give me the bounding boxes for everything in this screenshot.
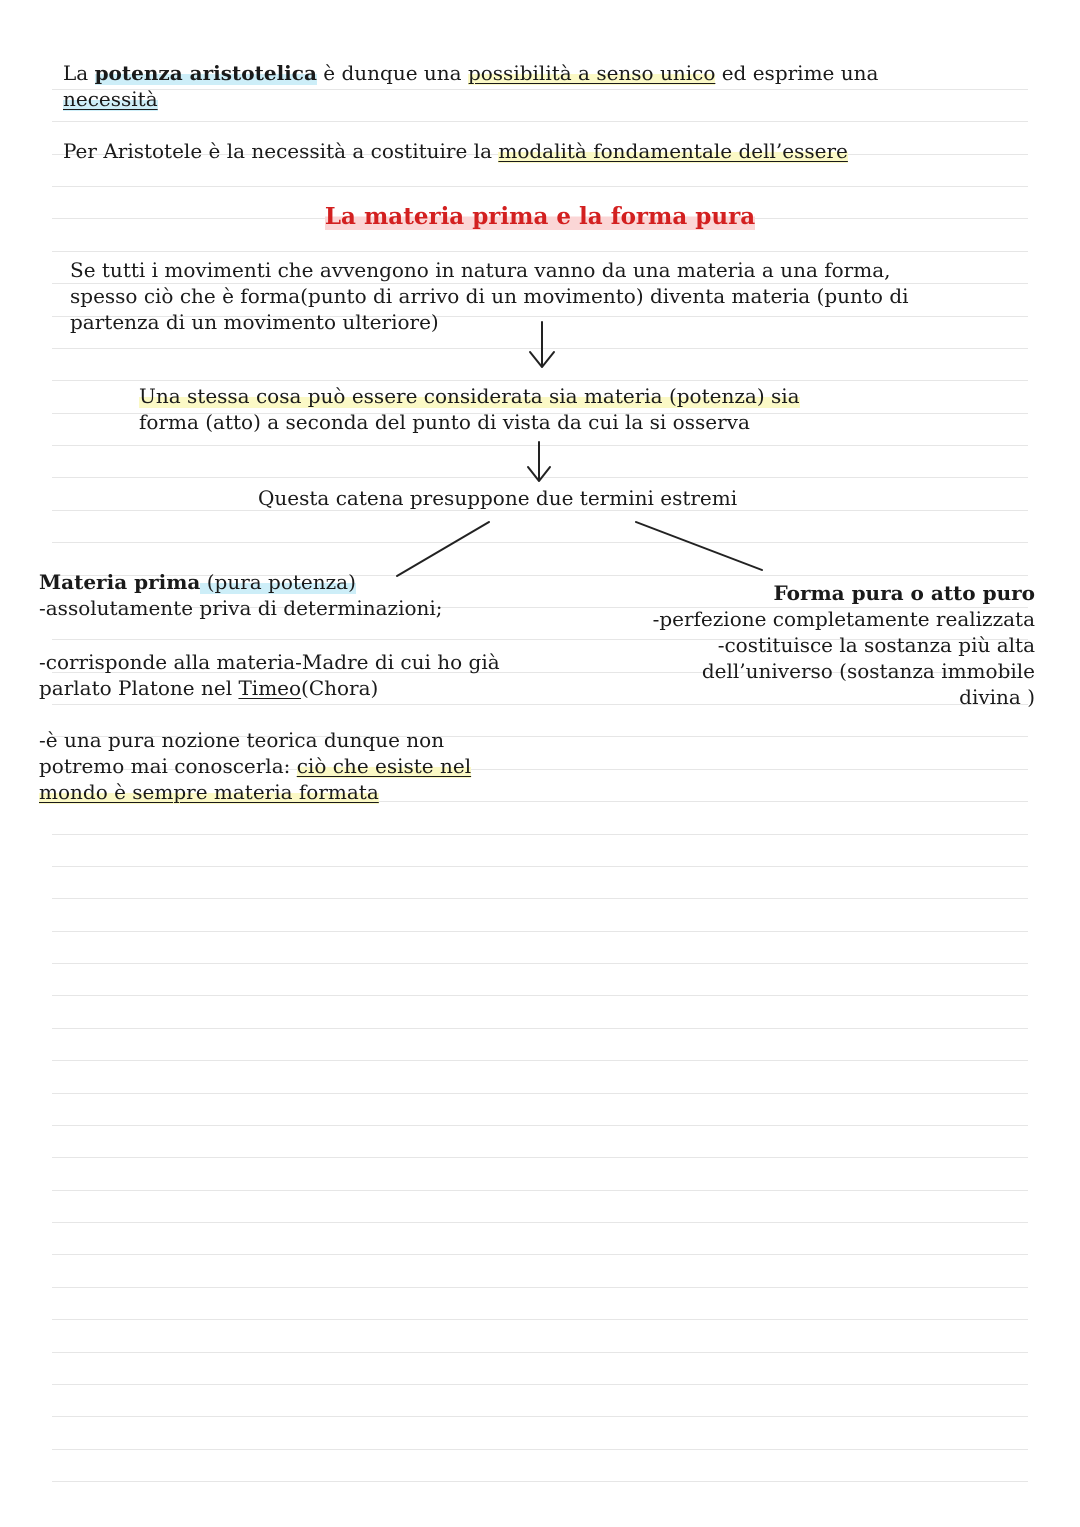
materia-prima-note: (pura potenza) bbox=[200, 570, 356, 594]
branch-line-left bbox=[397, 522, 489, 576]
paragraph-line: Se tutti i movimenti che avvengono in natura vanno da una materia a una forma, bbox=[70, 258, 891, 282]
intro-text: è dunque una bbox=[316, 61, 468, 85]
list-item: -è una pura nozione teorica dunque non bbox=[39, 728, 445, 752]
forma-pura-block bbox=[653, 580, 1035, 710]
forma-pura-heading: Forma pura o atto puro bbox=[773, 581, 1035, 605]
list-item: dell’universo (sostanza immobile bbox=[701, 659, 1035, 683]
intro-text: Per Aristotele è la necessità a costituire la bbox=[63, 139, 499, 163]
materia-prima-heading: Materia prima bbox=[39, 570, 201, 594]
list-item: (Chora) bbox=[301, 676, 379, 700]
branch-line-right bbox=[636, 522, 762, 570]
materia-prima-block-2 bbox=[39, 649, 500, 701]
list-item: -corrisponde alla materia-Madre di cui ho già bbox=[39, 650, 500, 674]
paragraph-line: spesso ciò che è forma(punto di arrivo di un movimento) diventa materia (punto di bbox=[70, 284, 909, 308]
paragraph-line: partenza di un movimento ulteriore) bbox=[70, 310, 439, 334]
paragraph-line: Una stessa cosa può essere considerata sia materia (potenza) sia bbox=[139, 384, 800, 408]
intro-underlined: modalità fondamentale dell’essere bbox=[498, 139, 848, 163]
chain-text: Questa catena presuppone due termini estremi bbox=[258, 486, 738, 510]
intro-text: La bbox=[63, 61, 95, 85]
timeo-underlined: Timeo bbox=[238, 676, 302, 700]
intro-text: ed esprime una bbox=[715, 61, 879, 85]
paragraph-line: forma (atto) a seconda del punto di vista da cui la si osserva bbox=[139, 410, 750, 434]
list-item: potremo mai conoscerla: bbox=[39, 754, 297, 778]
list-item: -perfezione completamente realizzata bbox=[652, 607, 1035, 631]
materia-prima-block bbox=[39, 569, 443, 621]
list-item: divina ) bbox=[959, 685, 1035, 709]
intro-underlined: possibilità a senso unico bbox=[467, 61, 716, 85]
intro-bold: potenza aristotelica bbox=[94, 61, 317, 85]
underlined-phrase: ciò che esiste nel bbox=[296, 754, 472, 778]
materia-prima-block-3 bbox=[39, 727, 471, 805]
section-title: La materia prima e la forma pura bbox=[324, 203, 756, 230]
list-item: -costituisce la sostanza più alta bbox=[717, 633, 1035, 657]
list-item: parlato Platone nel bbox=[39, 676, 239, 700]
underlined-phrase: mondo è sempre materia formata bbox=[39, 780, 379, 804]
intro-necessity: necessità bbox=[63, 87, 158, 111]
list-item: -assolutamente priva di determinazioni; bbox=[39, 596, 443, 620]
